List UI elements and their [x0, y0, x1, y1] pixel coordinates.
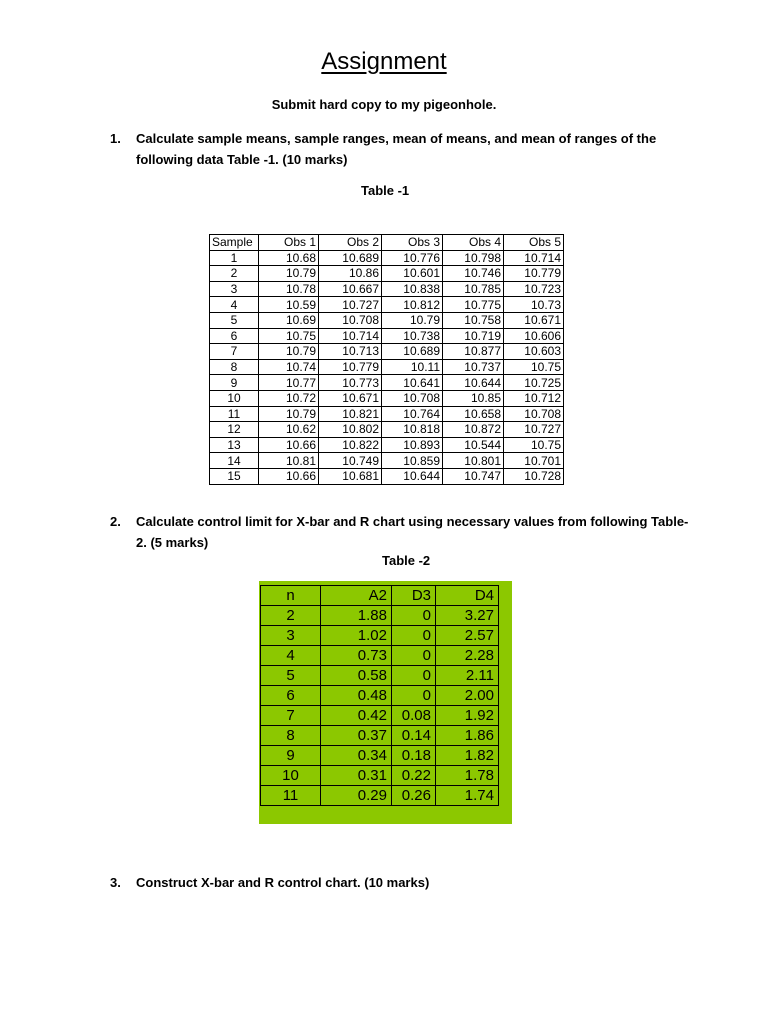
table-cell: 10.79: [259, 266, 319, 282]
table-cell: 0.29: [321, 786, 392, 806]
table-row: [261, 626, 499, 646]
question-3: [110, 872, 690, 893]
column-header: Obs 5: [504, 235, 564, 251]
table-cell: 10.749: [319, 453, 382, 469]
table-cell: 10.776: [382, 250, 443, 266]
table-cell: 10.603: [504, 344, 564, 360]
column-header: Obs 1: [259, 235, 319, 251]
table-cell: 10.79: [259, 406, 319, 422]
table-row: [210, 312, 564, 328]
table-cell: 4: [210, 297, 259, 313]
table-cell: 10.812: [382, 297, 443, 313]
table-cell: 8: [261, 726, 321, 746]
table-row: [210, 468, 564, 484]
table-cell: 6: [210, 328, 259, 344]
table-cell: 13: [210, 437, 259, 453]
table-cell: 10.764: [382, 406, 443, 422]
table-cell: 10: [261, 766, 321, 786]
table-row: [210, 328, 564, 344]
table-row: [210, 250, 564, 266]
table-cell: 10.681: [319, 468, 382, 484]
table-cell: 9: [261, 746, 321, 766]
table-row: [210, 390, 564, 406]
table-row: [261, 786, 499, 806]
table-cell: 2.57: [436, 626, 499, 646]
table-cell: 1.02: [321, 626, 392, 646]
table-cell: 10.737: [443, 359, 504, 375]
question-1: [110, 128, 690, 170]
table-cell: 0: [392, 606, 436, 626]
table-cell: 1: [210, 250, 259, 266]
table-row: [210, 453, 564, 469]
table-cell: 5: [261, 666, 321, 686]
table-cell: 10.779: [319, 359, 382, 375]
table-cell: 10.773: [319, 375, 382, 391]
table-cell: 3: [210, 281, 259, 297]
table-row: [261, 666, 499, 686]
table-cell: 7: [261, 706, 321, 726]
table-cell: 8: [210, 359, 259, 375]
table-cell: 10.727: [319, 297, 382, 313]
table-cell: 10.81: [259, 453, 319, 469]
table-cell: 0: [392, 646, 436, 666]
table-cell: 10.78: [259, 281, 319, 297]
table-cell: 2: [210, 266, 259, 282]
table-cell: 10.79: [382, 312, 443, 328]
table-cell: 10.708: [504, 406, 564, 422]
table-row: [210, 281, 564, 297]
table-cell: 10.747: [443, 468, 504, 484]
column-header: D3: [392, 586, 436, 606]
table-cell: 1.86: [436, 726, 499, 746]
table-cell: 0: [392, 686, 436, 706]
table-cell: 4: [261, 646, 321, 666]
table-cell: 0.31: [321, 766, 392, 786]
column-header: A2: [321, 586, 392, 606]
table-cell: 10.723: [504, 281, 564, 297]
column-header: Obs 2: [319, 235, 382, 251]
table-cell: 10.644: [443, 375, 504, 391]
table-row: [261, 606, 499, 626]
table-cell: 10.701: [504, 453, 564, 469]
table-row: [261, 686, 499, 706]
question-2: [110, 511, 690, 553]
table-cell: 3.27: [436, 606, 499, 626]
table-cell: 10.708: [382, 390, 443, 406]
table1-caption: Table -1: [361, 183, 410, 198]
table-cell: 1.82: [436, 746, 499, 766]
table-cell: 10.714: [319, 328, 382, 344]
table-cell: 2.11: [436, 666, 499, 686]
table-cell: 10.798: [443, 250, 504, 266]
table-cell: 10.712: [504, 390, 564, 406]
table-row: [210, 297, 564, 313]
question-text: Construct X-bar and R control chart. (10 marks): [136, 875, 430, 890]
table-cell: 14: [210, 453, 259, 469]
table-row: [210, 406, 564, 422]
table-header-row: [210, 235, 564, 251]
submission-note: Submit hard copy to my pigeonhole.: [271, 97, 497, 112]
table-cell: 0.34: [321, 746, 392, 766]
table-cell: 10.79: [259, 344, 319, 360]
table-cell: 9: [210, 375, 259, 391]
table-row: [261, 726, 499, 746]
table-cell: 10.606: [504, 328, 564, 344]
table-cell: 0.26: [392, 786, 436, 806]
table-cell: 10.838: [382, 281, 443, 297]
table-cell: 0.08: [392, 706, 436, 726]
table-cell: 10.59: [259, 297, 319, 313]
table-row: [261, 706, 499, 726]
table-cell: 1.88: [321, 606, 392, 626]
table-cell: 10.601: [382, 266, 443, 282]
table-cell: 0.73: [321, 646, 392, 666]
table-cell: 10.725: [504, 375, 564, 391]
table-cell: 7: [210, 344, 259, 360]
table-cell: 10.719: [443, 328, 504, 344]
table-cell: 10.66: [259, 437, 319, 453]
table-cell: 2.28: [436, 646, 499, 666]
table-cell: 10.689: [319, 250, 382, 266]
table-cell: 10.877: [443, 344, 504, 360]
table-cell: 10.11: [382, 359, 443, 375]
table-cell: 10.671: [504, 312, 564, 328]
table-cell: 10.72: [259, 390, 319, 406]
table-cell: 2.00: [436, 686, 499, 706]
table-row: [210, 375, 564, 391]
table-cell: 10.713: [319, 344, 382, 360]
table-cell: 10.671: [319, 390, 382, 406]
question-number: 3.: [110, 875, 121, 890]
table-header-row: [261, 586, 499, 606]
table-cell: 0.22: [392, 766, 436, 786]
table-row: [261, 766, 499, 786]
question-number: 2.: [110, 514, 121, 529]
table-cell: 10.775: [443, 297, 504, 313]
column-header: Sample: [210, 235, 259, 251]
table-cell: 0.42: [321, 706, 392, 726]
table-row: [261, 646, 499, 666]
table-cell: 10.544: [443, 437, 504, 453]
table-cell: 10.68: [259, 250, 319, 266]
table-cell: 2: [261, 606, 321, 626]
table-cell: 10.802: [319, 422, 382, 438]
table-cell: 1.74: [436, 786, 499, 806]
question-text: Calculate control limit for X-bar and R chart using necessary values from following Table-2. (5 marks): [136, 514, 689, 550]
table-cell: 10.893: [382, 437, 443, 453]
table-cell: 10.728: [504, 468, 564, 484]
table-cell: 10.66: [259, 468, 319, 484]
table-cell: 10.658: [443, 406, 504, 422]
table-cell: 0: [392, 626, 436, 646]
table-cell: 10.746: [443, 266, 504, 282]
table-cell: 6: [261, 686, 321, 706]
table2-caption: Table -2: [382, 553, 431, 568]
table-row: [210, 266, 564, 282]
table-cell: 3: [261, 626, 321, 646]
table-cell: 10.85: [443, 390, 504, 406]
table-cell: 10.738: [382, 328, 443, 344]
table-cell: 10.714: [504, 250, 564, 266]
table-row: [210, 344, 564, 360]
table-row: [261, 746, 499, 766]
table-cell: 10.74: [259, 359, 319, 375]
table-cell: 0.14: [392, 726, 436, 746]
table-cell: 10.641: [382, 375, 443, 391]
table-cell: 11: [210, 406, 259, 422]
table-cell: 10.77: [259, 375, 319, 391]
table-cell: 10.69: [259, 312, 319, 328]
sample-data-table: [209, 234, 564, 485]
page-title: Assignment: [321, 48, 447, 75]
column-header: n: [261, 586, 321, 606]
table-cell: 10.62: [259, 422, 319, 438]
table-cell: 10.75: [259, 328, 319, 344]
control-chart-factors-panel: [259, 581, 512, 824]
table-cell: 0.37: [321, 726, 392, 746]
control-chart-factors-table: [260, 585, 499, 806]
table-cell: 1.78: [436, 766, 499, 786]
column-header: D4: [436, 586, 499, 606]
table-cell: 10.779: [504, 266, 564, 282]
column-header: Obs 4: [443, 235, 504, 251]
table-cell: 10.727: [504, 422, 564, 438]
table-cell: 15: [210, 468, 259, 484]
table-cell: 10.689: [382, 344, 443, 360]
table-cell: 10.872: [443, 422, 504, 438]
table-cell: 10.758: [443, 312, 504, 328]
question-text: Calculate sample means, sample ranges, mean of means, and mean of ranges of the following data Table -1. (10 marks): [136, 131, 657, 167]
table-cell: 10.73: [504, 297, 564, 313]
table-cell: 0.48: [321, 686, 392, 706]
table-cell: 10.644: [382, 468, 443, 484]
table-row: [210, 437, 564, 453]
table-row: [210, 359, 564, 375]
table-cell: 10.818: [382, 422, 443, 438]
table-cell: 10.86: [319, 266, 382, 282]
table-cell: 10: [210, 390, 259, 406]
table-cell: 0.18: [392, 746, 436, 766]
table-cell: 10.667: [319, 281, 382, 297]
table-cell: 0.58: [321, 666, 392, 686]
table-cell: 10.859: [382, 453, 443, 469]
table-cell: 10.75: [504, 437, 564, 453]
table-cell: 10.822: [319, 437, 382, 453]
table-cell: 0: [392, 666, 436, 686]
question-number: 1.: [110, 131, 121, 146]
table-cell: 12: [210, 422, 259, 438]
table-row: [210, 422, 564, 438]
table-cell: 11: [261, 786, 321, 806]
table-cell: 5: [210, 312, 259, 328]
column-header: Obs 3: [382, 235, 443, 251]
table-cell: 10.801: [443, 453, 504, 469]
table-cell: 1.92: [436, 706, 499, 726]
table-cell: 10.785: [443, 281, 504, 297]
table-cell: 10.75: [504, 359, 564, 375]
table-cell: 10.708: [319, 312, 382, 328]
table-cell: 10.821: [319, 406, 382, 422]
